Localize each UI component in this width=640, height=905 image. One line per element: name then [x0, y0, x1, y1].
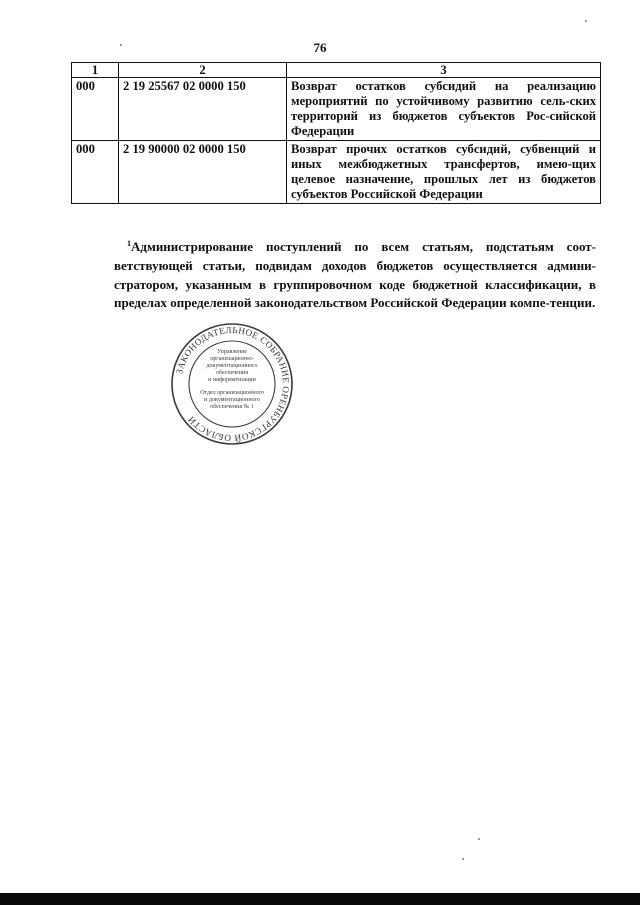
seal-ring-text: ЗАКОНОДАТЕЛЬНОЕ СОБРАНИЕ ОРЕНБУРГСКОЙ ОБЛАСТИ — [174, 324, 292, 444]
seal-line: документационного — [206, 363, 258, 369]
scan-speck — [120, 44, 122, 46]
admin-code-cell: 000 — [72, 78, 119, 141]
scan-speck — [585, 20, 587, 22]
table-row — [72, 78, 601, 141]
scan-bottom-edge — [0, 893, 640, 905]
seal-line: и документационного — [204, 397, 260, 403]
column-header-3: 3 — [287, 63, 601, 78]
kbk-code-cell: 2 19 90000 02 0000 150 — [119, 141, 287, 204]
seal-inner-text — [200, 349, 264, 410]
seal-line: обеспечения № 1 — [210, 404, 254, 410]
admin-code-cell: 000 — [72, 141, 119, 204]
scan-speck — [462, 858, 464, 860]
seal-line: организационно- — [210, 356, 254, 362]
table-header-row — [72, 63, 601, 78]
table-row — [72, 141, 601, 204]
seal-line: Отдел организационного — [200, 390, 264, 396]
income-description-cell: Возврат остатков субсидий на реализацию мероприятий по устойчивому развитию сель-ских территорий из бюджетов субъектов Рос-сийской Федерации — [287, 78, 601, 141]
footnote — [114, 235, 596, 313]
seal-line: и информатизации — [208, 377, 256, 383]
page-number: 76 — [313, 40, 327, 55]
column-header-2: 2 — [119, 63, 287, 78]
scan-speck — [478, 838, 480, 840]
seal-line: обеспечения — [215, 370, 249, 376]
footnote-marker: 1 — [127, 239, 131, 248]
kbk-code-cell: 2 19 25567 02 0000 150 — [119, 78, 287, 141]
budget-classification-table — [71, 62, 601, 204]
income-description-cell: Возврат прочих остатков субсидий, субвенций и иных межбюджетных трансфертов, имею-щих целевое назначение, прошлых лет из бюджетов субъектов Российской Федерации — [287, 141, 601, 204]
seal-line: Управление — [216, 349, 248, 355]
seal-outer-ring — [172, 324, 292, 444]
official-seal-stamp — [170, 322, 294, 446]
footnote-text: Администрирование поступлений по всем статьям, подстатьям соот-ветствующей статьи, подвидам доходов бюджетов осуществляется админи-стратором, указанным в группировочном коде бюджетной классификации, в пределах определенной законодательством Российской Федерации компе-тенции. — [114, 239, 596, 311]
column-header-1: 1 — [72, 63, 119, 78]
